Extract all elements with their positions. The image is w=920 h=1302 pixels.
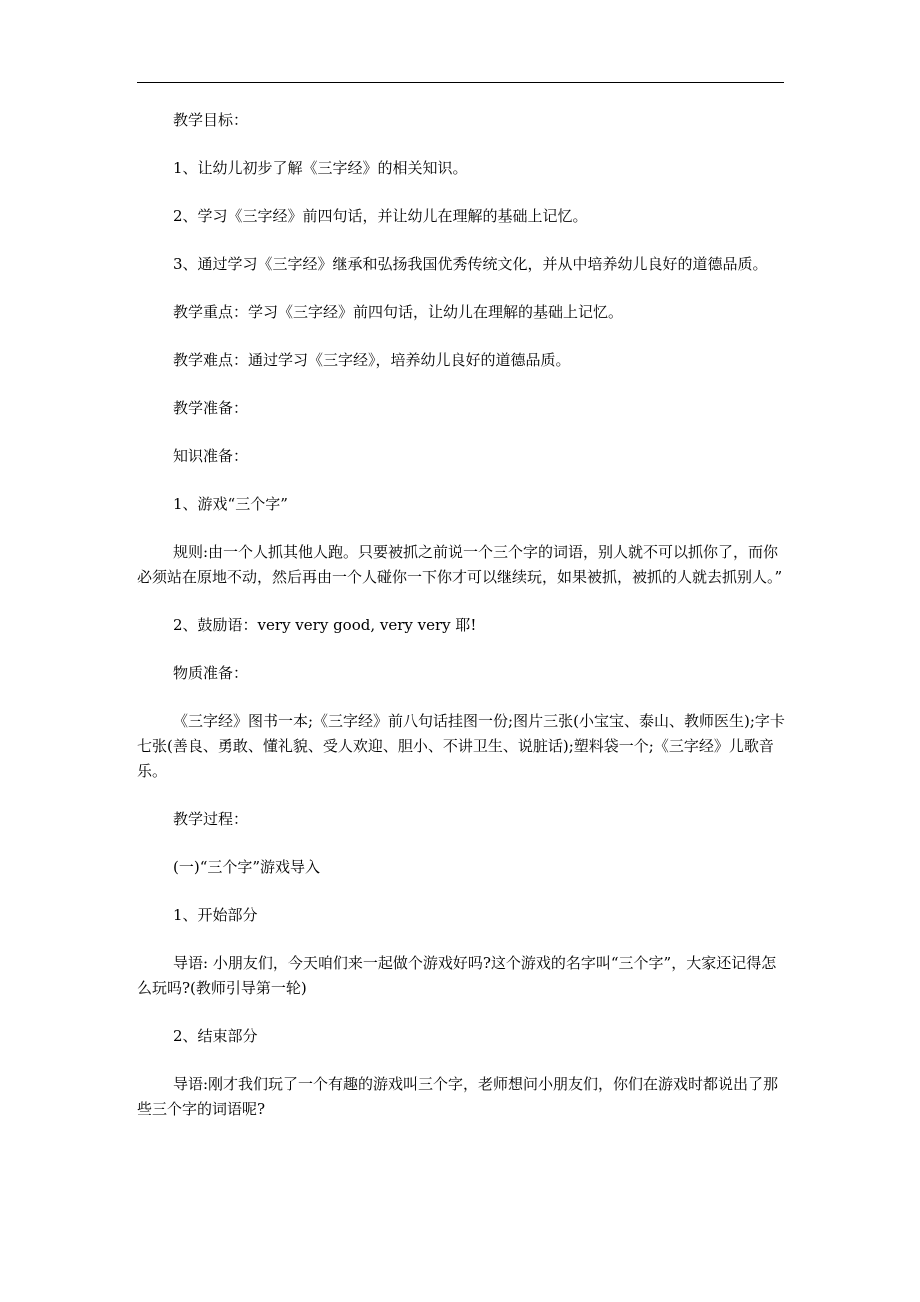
process-substep-end: 2、结束部分: [173, 1027, 258, 1045]
section-heading-objectives: 教学目标：: [173, 111, 249, 129]
knowledge-preparation: 知识准备：: [173, 447, 249, 465]
section-heading-process: 教学过程：: [173, 810, 249, 828]
section-heading-preparation: 教学准备：: [173, 399, 249, 417]
material-preparation: 物质准备：: [173, 664, 249, 682]
process-substep-start: 1、开始部分: [173, 906, 258, 924]
objective-item-2: 2、学习《三字经》前四句话，并让幼儿在理解的基础上记忆。: [173, 207, 588, 225]
objective-item-1: 1、让幼儿初步了解《三字经》的相关知识。: [173, 159, 468, 177]
process-step-1: (一)“三个字”游戏导入: [173, 858, 321, 876]
objective-item-3: [173, 252, 785, 277]
game-rules: 规则:由一个人抓其他人跑。只要被抓之前说一个三个字的词语，别人就不可以抓你了，而你必须站在原地不动，然后再由一个人碰你一下你才可以继续玩，如果被抓，被抓的人就去抓别人。”: [137, 543, 783, 586]
intro-dialogue-1: 导语: 小朋友们，今天咱们来一起做个游戏好吗?这个游戏的名字叫“三个字”，大家还记得怎么玩吗?(教师引导第一轮): [137, 954, 777, 997]
materials-list: 《三字经》图书一本;《三字经》前八句话挂图一份;图片三张(小宝宝、泰山、教师医生);字卡七张(善良、勇敢、懂礼貌、受人欢迎、胆小、不讲卫生、说脏话);塑料袋一个;《三字经》儿歌音乐。: [137, 712, 785, 780]
objective-item-3-text: 3、通过学习《三字经》继承和弘扬我国优秀传统文化，并从中培养幼儿良好的道德品质。: [173, 255, 768, 273]
encouragement: 2、鼓励语：very very good, very very 耶!: [173, 616, 477, 634]
game-title: 1、游戏“三个字”: [173, 495, 288, 513]
intro-dialogue-2: 导语:刚才我们玩了一个有趣的游戏叫三个字，老师想问小朋友们，你们在游戏时都说出了那些三个字的词语呢?: [137, 1075, 779, 1118]
document-body: [137, 108, 785, 1145]
key-point: 教学重点：学习《三字经》前四句话，让幼儿在理解的基础上记忆。: [173, 303, 624, 321]
difficulty-point: 教学难点：通过学习《三字经》，培养幼儿良好的道德品质。: [173, 351, 571, 369]
header-rule: [137, 82, 784, 83]
